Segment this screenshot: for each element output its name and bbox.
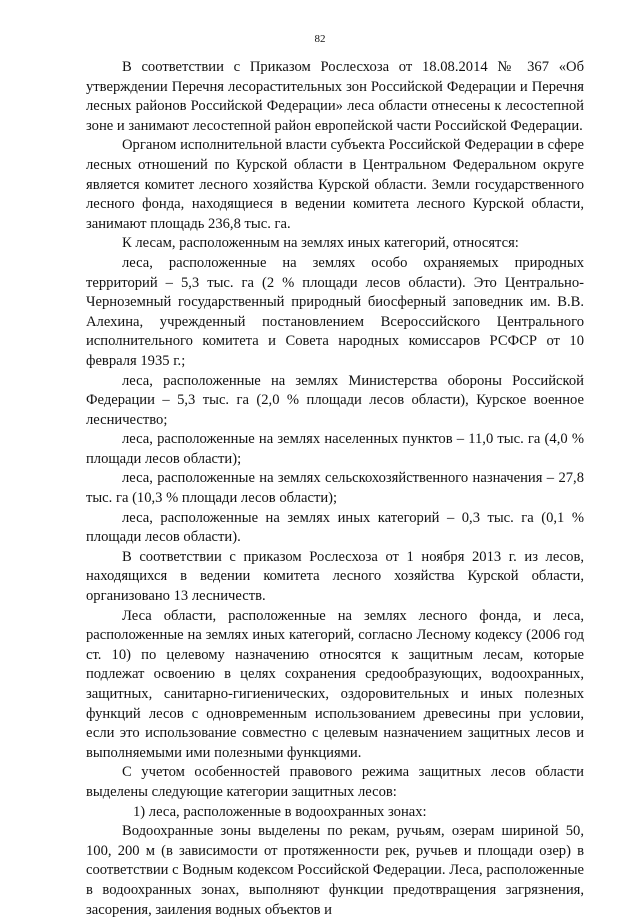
- paragraph-protected-areas: леса, расположенные на землях особо охраняемых природных территорий – 5,3 тыс. га (2 % площади лесов области). Это Центрально-Черноземный государственный природный биосферный заповедник им. В.В. Алехина, учрежденный постановлением Всероссийского Центрального исполнительного комитета и Совета народных комиссаров РСФСР от 10 февраля 1935 г.;: [86, 254, 584, 369]
- paragraph-agricultural-lands: леса, расположенные на землях сельскохозяйственного назначения – 27,8 тыс. га (10,3 % площади лесов области);: [86, 470, 584, 507]
- paragraph-protective-forests: Леса области, расположенные на землях лесного фонда, и леса, расположенные на землях иных категорий, согласно Лесному кодексу (2006 год ст. 10) по целевому назначению относятся к защитным лесам, которые подлежат освоению в целях сохранения средообразующих, водоохранных, защитных, санитарно-гигиенических, оздоровительных и иных полезных функций лесов с одновременным использованием древесины при условии, если это использование совместно с целевым назначением защитных лесов и выполняемыми ими полезными функциями.: [86, 607, 584, 761]
- paragraph-water-zones: Водоохранные зоны выделены по рекам, ручьям, озерам шириной 50, 100, 200 м (в зависимости от протяженности рек, ручьев и площади озер) в соответствии с Водным кодексом Российской Федерации. Леса, расположенные в водоохранных зонах, выполняют функции предотвращения загрязнения, засорения, заиления водных объектов и: [86, 823, 584, 918]
- page-number: 82: [314, 33, 326, 45]
- paragraph-settlement-lands: леса, расположенные на землях населенных пунктов – 11,0 тыс. га (4,0 % площади лесов области);: [86, 431, 584, 467]
- paragraph-executive-authority: Органом исполнительной власти субъекта Российской Федерации в сфере лесных отношений по Курской области в Центральном Федеральном округе является комитет лесного хозяйства Курской области. Земли государственного лесного фонда, находящиеся в ведении комитета лесного Курской области, занимают площадь 236,8 тыс. га.: [86, 137, 584, 232]
- paragraph-categories-intro: С учетом особенностей правового режима защитных лесов области выделены следующие категории защитных лесов:: [86, 764, 584, 800]
- paragraph-forestries: В соответствии с приказом Рослесхоза от 1 ноября 2013 г. из лесов, находящихся в ведении комитета лесного хозяйства Курской области, организовано 13 лесничеств.: [86, 548, 584, 605]
- paragraph-other-lands: леса, расположенные на землях иных категорий – 0,3 тыс. га (0,1 % площади лесов области).: [86, 509, 584, 546]
- paragraph-other-categories-intro: К лесам, расположенным на землях иных категорий, относятся:: [122, 235, 519, 252]
- paragraph-forest-zone: В соответствии с Приказом Рослесхоза от 18.08.2014 № 367 «Об утверждении Перечня лесорастительных зон Российской Федерации и Перечня лесных районов Российской Федерации» леса области отнесены к лесостепной зоне и занимают лесостепной район европейской части Российской Федерации.: [86, 59, 584, 134]
- document-body: [86, 58, 584, 920]
- list-item-water-protection: 1) леса, расположенные в водоохранных зонах:: [133, 803, 427, 820]
- paragraph-defense-lands: леса, расположенные на землях Министерства обороны Российской Федерации – 5,3 тыс. га (2,0 % площади лесов области), Курское военное лесничество;: [86, 372, 584, 428]
